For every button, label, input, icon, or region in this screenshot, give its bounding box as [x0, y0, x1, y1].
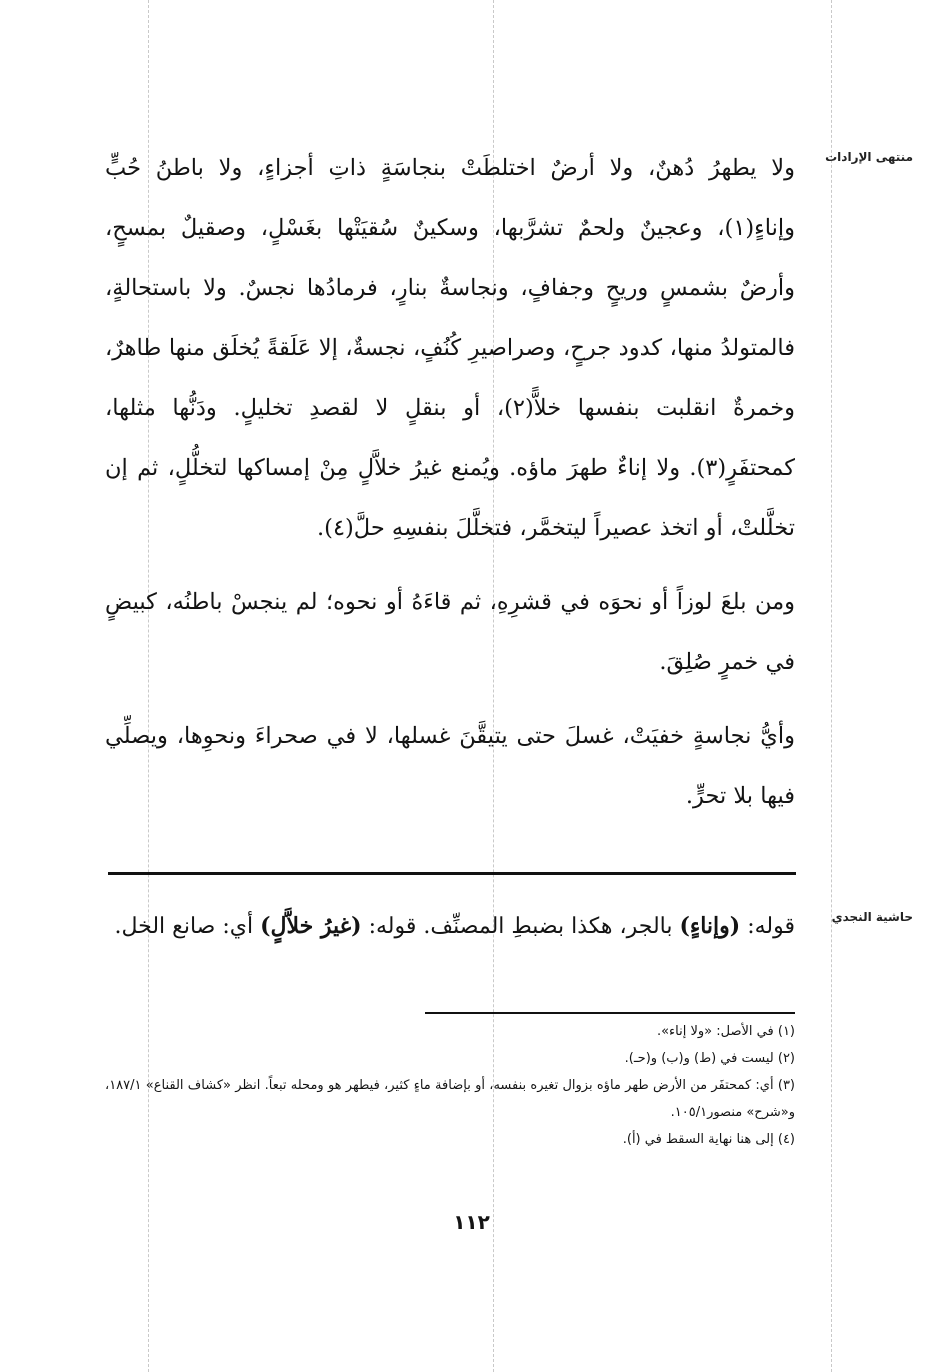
section-divider: [108, 872, 796, 875]
hashiya-part-3: أي: صانع الخل.: [114, 914, 261, 939]
page-number: ١١٢: [453, 1210, 490, 1234]
main-text: [105, 138, 795, 826]
footnote-1: (١) في الأصل: «ولا إناء».: [656, 1024, 795, 1039]
footnotes: [105, 1018, 795, 1153]
main-paragraph-3: وأيُّ نجاسةٍ خفيَتْ، غسلَ حتى يتيقَّنَ غسلها، لا في صحراءَ ونحوِها، ويصلِّي فيها بلا تحرٍّ.: [105, 723, 795, 809]
scan-guide-line: [831, 0, 832, 1372]
footnote-4: (٤) إلى هنا نهاية السقط في (أ).: [622, 1132, 795, 1147]
footnote-2: (٢) ليست في (ط) و(ب) و(حـ).: [624, 1051, 795, 1066]
footnote-3: (٣) أي: كمحتفَر من الأرض طهر ماؤه بزوال تغيره بنفسه، أو بإضافة ماءٍ كثير، فيطهر هو ومحله تبعاً. انظر «كشاف القناع» ١٨٧/١، و«شرح» منصور١٠٥/١.: [105, 1078, 795, 1120]
hashiya-quote-1: (وإناءٍ): [679, 913, 741, 939]
hashiya-text: [105, 898, 795, 955]
main-paragraph-1: ولا يطهرُ دُهنٌ، ولا أرضٌ اختلطَتْ بنجاسَةٍ ذاتِ أجزاءٍ، ولا باطنُ حُبٍّ وإناءٍ(١)، وعجينٌ ولحمٌ تشرَّبها، وسكينٌ سُقيَتْها بغَسْلٍ، وصقيلٌ بمسحٍ، وأرضٌ بشمسٍ وريحٍ وجفافٍ، ونجاسةٌ بنارٍ، فرمادُها نجسٌ. ولا باستحالةٍ، فالمتولدُ منها، كدود جرحٍ، وصراصيرِ كُنُفٍ، نجسةٌ، إلا عَلَقةً يُخلَق منها طاهرٌ، وخمرةٌ انقلبت بنفسها خلاًّ(٢)، أو بنقلٍ لا لقصدِ تخليلٍ. ودَنُّها مثلها، كمحتفَرٍ(٣). ولا إناءٌ طهرَ ماؤه. ويُمنع غيرُ خلاَّلٍ مِنْ إمساكها لتخلُّلٍ، ثم إن تخلَّلتْ، أو اتخذ عصيراً ليتخمَّر، فتخلَّلَ بنفسِهِ حلَّ(٤).: [105, 155, 795, 541]
margin-label-hashiya: حاشية النجدي: [831, 910, 913, 924]
hashiya-quote-2: (غيرُ خلاَّلٍ): [260, 913, 362, 939]
margin-label-main: منتهى الإرادات: [825, 150, 913, 164]
hashiya-part-1: قوله:: [740, 914, 795, 939]
main-paragraph-2: ومن بلعَ لوزاً أو نحوَه في قشرِهِ، ثم قاءَهُ أو نحوه؛ لم ينجسْ باطنُه، كبيضٍ في خمرٍ صُلِقَ.: [105, 589, 795, 675]
hashiya-part-2: بالجر، هكذا بضبطِ المصنِّف. قوله:: [361, 914, 680, 939]
footnote-divider: [425, 1012, 795, 1014]
